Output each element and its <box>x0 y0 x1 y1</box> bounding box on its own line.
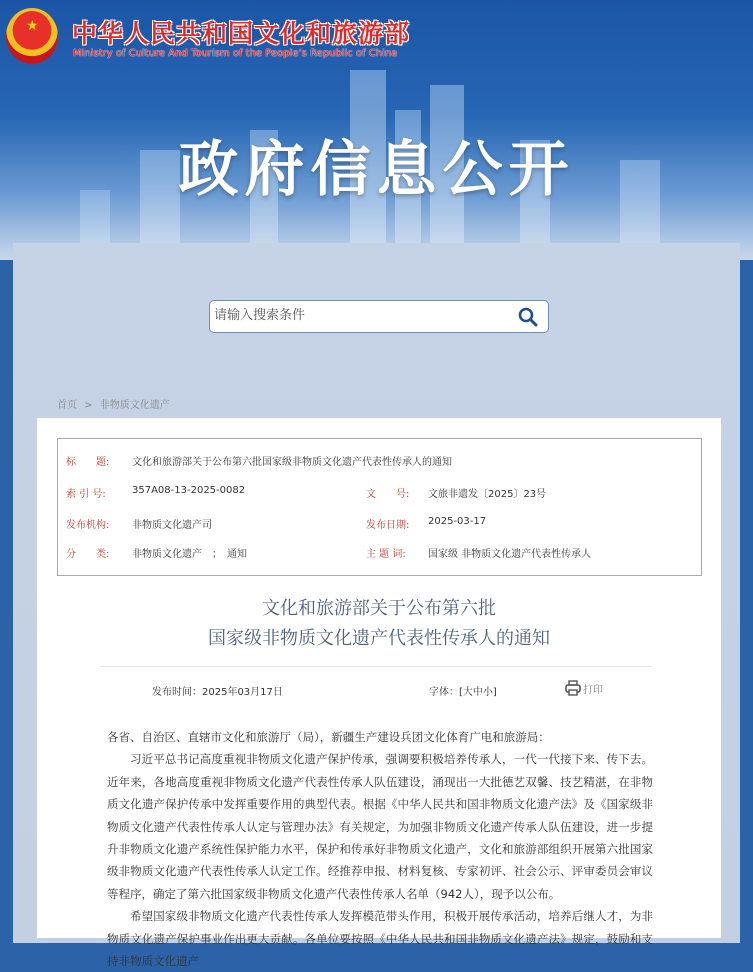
article-card <box>37 418 721 969</box>
category-value: 非物质文化遗产 ； 通知 <box>132 549 247 560</box>
divider <box>100 666 652 667</box>
article-body <box>107 726 653 972</box>
category-label: 分 类: <box>66 549 110 560</box>
paragraph: 习近平总书记高度重视非物质文化遗产保护传承，强调要积极培养传承人，一代一代接下来、传下去。近年来，各地高度重视非物质文化遗产代表性传承人队伍建设，涌现出一大批德艺双馨、技艺精湛，在非物质文化遗产保护传承中发挥重要作用的典型代表。根据《中华人民共和国非物质文化遗产法》及《国家级非物质文化遗产代表性传承人认定与管理办法》有关规定，为加强非物质文化遗产传承人队伍建设，进一步提升非物质文化遗产系统性保护能力水平，保护和传承好非物质文化遗产，文化和旅游部组织开展第六批国家级非物质文化遗产代表性传承人认定工作。经推荐申报、材料复核、专家初评、社会公示、评审委员会审议等程序，确定了第六批国家级非物质文化遗产代表性传承人名单（942人），现予以公布。 <box>107 752 653 901</box>
search-icon[interactable] <box>518 307 538 327</box>
breadcrumb <box>57 396 174 411</box>
salutation: 各省、自治区、直辖市文化和旅游厅（局），新疆生产建设兵团文化体育广电和旅游局： <box>107 730 550 744</box>
breadcrumb-category[interactable]: 非物质文化遗产 <box>99 400 170 411</box>
topic-value: 国家级 非物质文化遗产代表性传承人 <box>428 549 592 560</box>
info-table <box>57 438 702 576</box>
search-box <box>209 300 549 333</box>
search-input[interactable] <box>214 308 504 323</box>
title-label: 标 题: <box>66 457 110 468</box>
national-emblem-logo: ★ <box>6 8 58 64</box>
publish-time: 发布时间：2025年03月17日 <box>152 687 283 698</box>
paragraph: 希望国家级非物质文化遗产代表性传承人发挥模范带头作用，积极开展传承活动，培养后继人才，为非物质文化遗产保护事业作出更大贡献。各单位要按照《中华人民共和国非物质文化遗产法》规定，鼓励和支持非物质文化遗产 <box>107 909 653 969</box>
org-label: 发布机构: <box>66 520 110 531</box>
org-value: 非物质文化遗产司 <box>132 520 212 531</box>
breadcrumb-home[interactable]: 首页 <box>57 400 77 411</box>
ministry-name-cn: 中华人民共和国文化和旅游部 <box>72 19 411 48</box>
site-header <box>0 0 753 260</box>
printer-icon <box>565 680 581 696</box>
breadcrumb-separator: > <box>84 400 93 411</box>
article-title-line2: 国家级非物质文化遗产代表性传承人的通知 <box>208 628 550 649</box>
article-title-line1: 文化和旅游部关于公布第六批 <box>262 598 496 619</box>
topic-label: 主 题 词: <box>366 549 406 560</box>
date-label: 发布日期: <box>366 520 410 531</box>
banner-title: 政府信息公开 <box>178 135 575 205</box>
index-label: 索 引 号: <box>66 489 106 500</box>
print-label: 打印 <box>583 684 603 696</box>
font-size-selector[interactable]: 字体：[大中小] <box>429 687 497 698</box>
ministry-name-en: Ministry of Culture And Tourism of the People’s Republic of China <box>73 48 398 59</box>
docno-label: 文 号: <box>366 489 410 500</box>
print-button[interactable] <box>565 680 603 696</box>
date-value: 2025-03-17 <box>428 516 487 527</box>
index-value: 357A08-13-2025-0082 <box>132 485 246 496</box>
title-value: 文化和旅游部关于公布第六批国家级非物质文化遗产代表性传承人的通知 <box>132 457 452 468</box>
docno-value: 文旅非遗发〔2025〕23号 <box>428 489 547 500</box>
